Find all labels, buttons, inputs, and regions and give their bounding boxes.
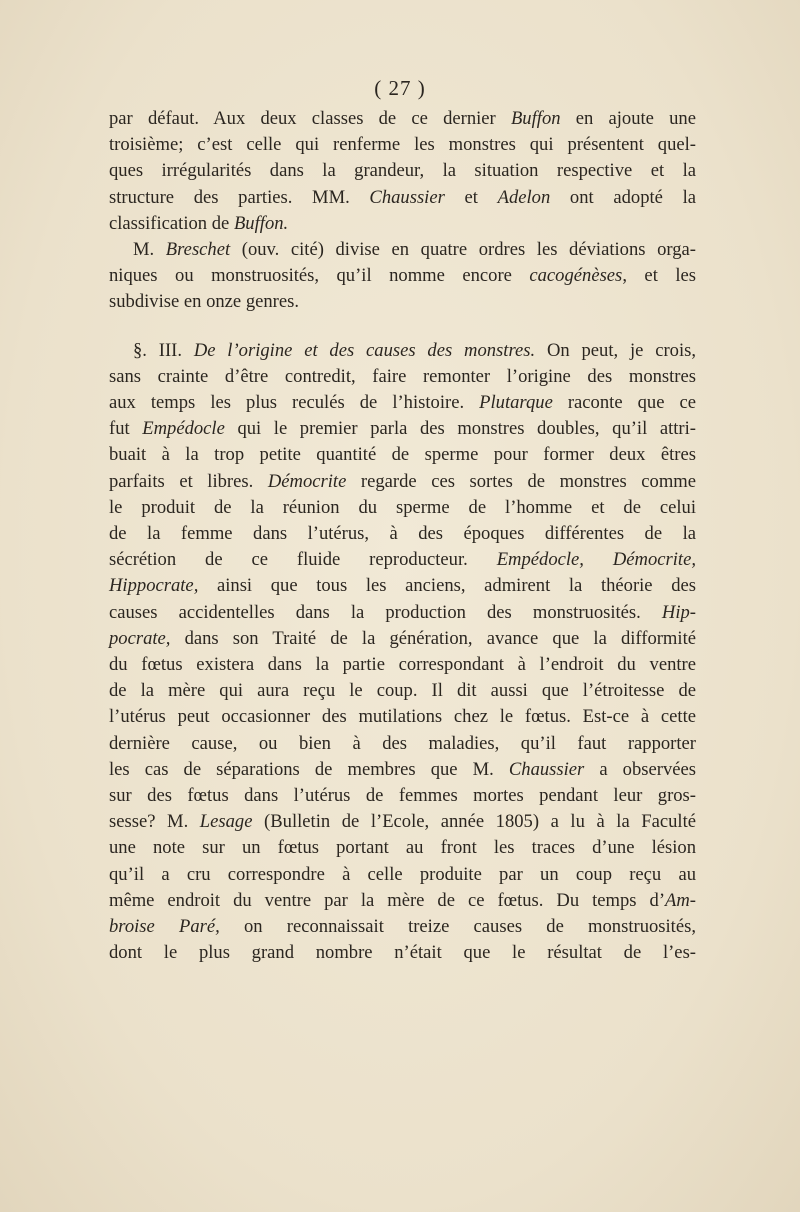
text-line [109,469,696,495]
text-line [109,158,696,184]
text-line [109,547,696,573]
text-span: une note sur un fœtus portant au front les traces d’une lésion [109,837,696,859]
text-span: qui le premier parla des monstres doubles, qu’il attri- [224,418,696,440]
text-span: subdivise en onze genres. [109,291,300,313]
text-line [109,888,696,914]
italic-text: broise Paré, [109,916,220,938]
text-line [109,364,696,390]
paragraph-gap [109,316,696,338]
text-line [109,809,696,835]
text-span: (Bulletin de l’Ecole, année 1805) a lu à la Faculté [252,811,696,833]
italic-text: cacogénèses [529,265,623,287]
text-span: du fœtus existera dans la partie correspondant à l’endroit du ventre [109,654,696,676]
text-span: et [444,186,498,208]
text-line [109,940,696,966]
italic-text: Hip- [661,601,696,623]
text-line [109,914,696,940]
text-span: dont le plus grand nombre n’était que le résultat de l’es- [109,942,696,964]
text-line [109,132,696,158]
text-span: on reconnaissait treize causes de monstruosités, [219,916,696,938]
text-span: par défaut. Aux deux classes de ce dernier [109,108,511,129]
italic-text: Buffon. [233,212,289,234]
text-span: dans son Traité de la génération, avance que la difformité [170,627,696,649]
text-span: de la mère qui aura reçu le coup. Il dit aussi que l’étroitesse de [109,680,696,702]
text-span: en ajoute une [560,108,696,129]
italic-text: Plutarque [479,392,553,414]
text-span: raconte que ce [552,392,696,414]
text-line [109,757,696,783]
italic-text: Démocrite [267,470,347,492]
text-span: On peut, je crois, [535,339,697,361]
text-span: structure des parties. MM. [109,186,370,208]
text-line [109,862,696,888]
page-number: ( 27 ) [374,76,426,100]
italic-text: Chaussier [508,758,585,780]
text-line [109,185,696,211]
text-span: même endroit du ventre par la mère de ce fœtus. Du temps d’ [109,889,666,911]
italic-text: Empédocle, Démocrite, [496,549,696,571]
body-text [109,106,696,967]
text-span: §. III. [133,339,194,361]
text-span: classification de [109,212,234,234]
text-span: ainsi que tous les anciens, admirent la théorie des [198,575,696,597]
text-line [109,495,696,521]
text-line [109,783,696,809]
text-span: ques irrégularités dans la grandeur, la situation respective et la [109,160,696,182]
text-line [109,211,696,237]
text-span: sur des fœtus dans l’utérus de femmes mortes pendant leur gros- [109,785,696,807]
italic-text: Chaussier [369,186,445,208]
text-span: fut [109,418,143,440]
text-line [109,237,696,263]
text-span: buait à la trop petite quantité de sperme pour former deux êtres [109,444,696,466]
text-span: sans crainte d’être contredit, faire remonter l’origine des monstres [109,365,696,387]
text-span: aux temps les plus reculés de l’histoire. [109,392,480,414]
text-span: a observées [584,758,696,780]
text-line [109,678,696,704]
text-line [109,263,696,289]
text-line [109,289,696,315]
text-span: , et les [622,265,696,287]
text-line [109,626,696,652]
text-line [109,835,696,861]
italic-text: De l’origine et des causes des monstres. [193,339,536,361]
text-span: sécrétion de ce fluide reproducteur. [109,549,497,571]
text-span: niques ou monstruosités, qu’il nomme encore [109,265,530,287]
text-line [109,390,696,416]
text-span: ont adopté la [550,186,696,208]
text-span: sesse? M. [109,811,200,833]
text-line [109,416,696,442]
text-span: M. [133,239,166,261]
text-line [109,731,696,757]
italic-text: Adelon [497,186,551,208]
text-span: troisième; c’est celle qui renferme les monstres qui présentent quel- [109,134,696,156]
text-span: qu’il a cru correspondre à celle produite par un coup reçu au [109,863,696,885]
italic-text: pocrate, [109,627,171,649]
italic-text: Breschet [165,239,231,261]
text-line [109,652,696,678]
text-line [109,338,696,364]
text-line [109,106,696,132]
text-span: de la femme dans l’utérus, à des époques différentes de la [109,523,696,545]
text-span: causes accidentelles dans la production des monstruosités. [109,601,662,623]
text-line [109,573,696,599]
text-span: le produit de la réunion du sperme de l’homme et de celui [109,496,696,518]
text-span: parfaits et libres. [109,470,268,492]
text-line [109,442,696,468]
text-span: dernière cause, ou bien à des maladies, qu’il faut rapporter [109,732,696,754]
text-line [109,704,696,730]
italic-text: Hippocrate, [109,575,199,597]
italic-text: Empédocle [142,418,225,440]
italic-text: Buffon [510,108,561,129]
italic-text: Am- [665,889,696,911]
text-span: (ouv. cité) divise en quatre ordres les déviations orga- [230,239,696,261]
text-span: l’utérus peut occasionner des mutilations chez le fœtus. Est-ce à cette [109,706,696,728]
text-span: les cas de séparations de membres que M. [109,758,509,780]
italic-text: Lesage [199,811,253,833]
text-span: regarde ces sortes de monstres comme [346,470,697,492]
text-line [109,600,696,626]
text-line [109,521,696,547]
